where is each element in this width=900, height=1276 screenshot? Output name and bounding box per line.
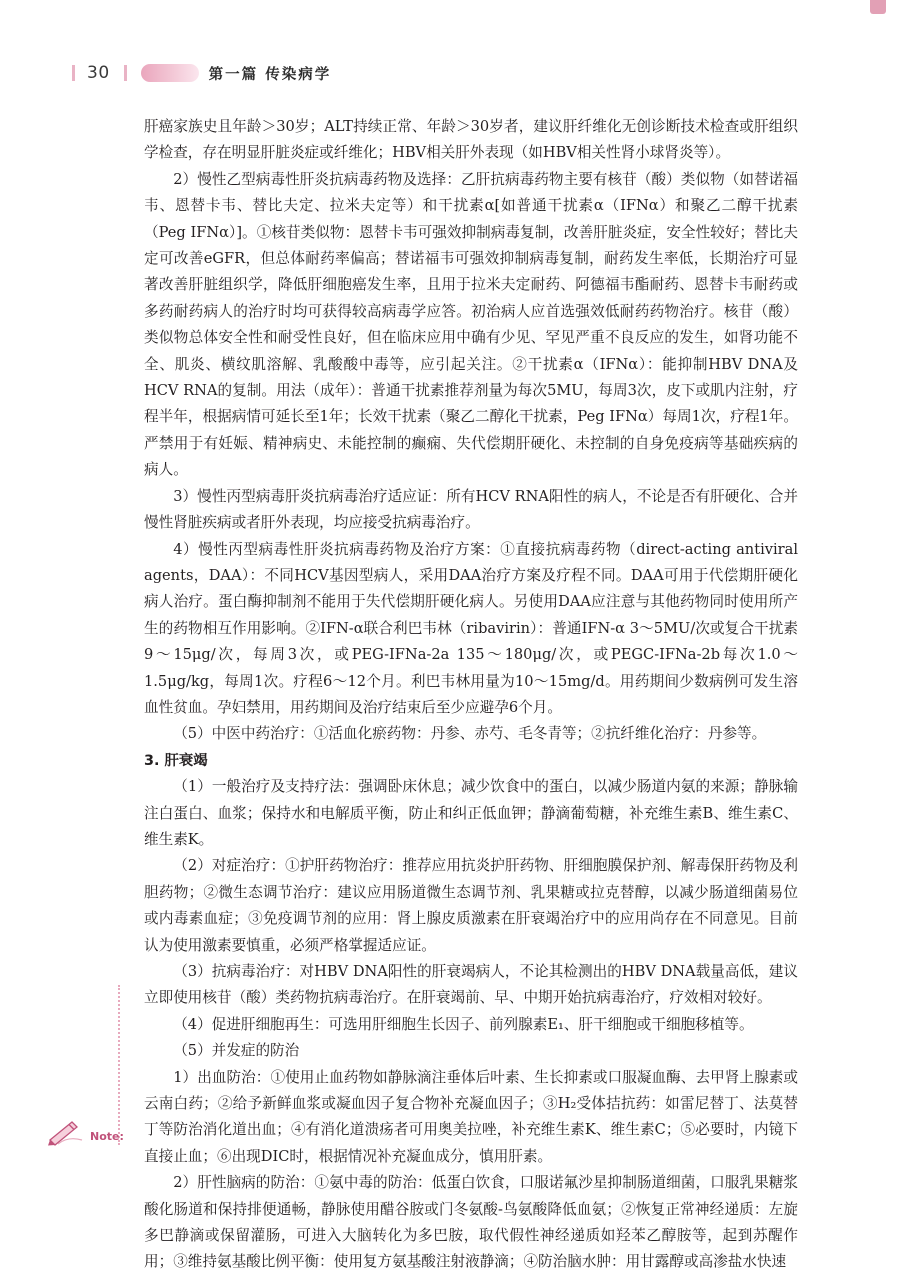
header-pill-decoration — [141, 64, 199, 82]
paragraph: （3）抗病毒治疗：对HBV DNA阳性的肝衰竭病人，不论其检测出的HBV DNA载量高低，建议立即使用核苷（酸）类药物抗病毒治疗。在肝衰竭前、早、中期开始抗病毒治疗，疗效相对较好。 — [144, 963, 798, 1007]
page-number: 30 — [87, 63, 110, 83]
margin-note — [46, 1118, 124, 1146]
paragraph: （4）促进肝细胞再生：可选用肝细胞生长因子、前列腺素E₁、肝干细胞或干细胞移植等。 — [173, 1015, 754, 1033]
paragraph: 2）肝性脑病的防治：①氨中毒的防治：低蛋白饮食，口服诺氟沙星抑制肠道细菌，口服乳果糖浆酸化肠道和保持排便通畅，静脉使用醋谷胺或门冬氨酸-鸟氨酸降低血氨；②恢复正常神经递质：左旋多巴静滴或保留灌肠，可进入大脑转化为多巴胺，取代假性神经递质如羟苯乙醇胺等，起到苏醒作用；③维持氨基酸比例平衡：使用复方氨基酸注射液静滴；④防治脑水肿：用甘露醇或高渗盐水快速 — [144, 1174, 798, 1271]
paragraph: 2）慢性乙型病毒性肝炎抗病毒药物及选择：乙肝抗病毒药物主要有核苷（酸）类似物（如替诺福韦、恩替卡韦、替比夫定、拉米夫定等）和干扰素α[如普通干扰素α（IFNα）和聚乙二醇干扰素（Peg IFNα）]。①核苷类似物：恩替卡韦可强效抑制病毒复制，改善肝脏炎症，安全性较好；替比夫定可改善eGFR，但总体耐药率偏高；替诺福韦可强效抑制病毒复制，耐药发生率低，长期治疗可显著改善肝脏组织学，降低肝细胞癌发生率，且用于拉米夫定耐药、阿德福韦酯耐药、恩替卡韦耐药或多药耐药病人的治疗时均可获得较高病毒学应答。初治病人应首选强效低耐药药物治疗。核苷（酸）类似物总体安全性和耐受性良好，但在临床应用中确有少见、罕见严重不良反应的发生，如肾功能不全、肌炎、横纹肌溶解、乳酸酸中毒等，应引起关注。②干扰素α（IFNα）：能抑制HBV DNA及HCV RNA的复制。用法（成年）：普通干扰素推荐剂量为每次5MU，每周3次，皮下或肌内注射，疗程半年，根据病情可延长至1年；长效干扰素（聚乙二醇化干扰素，Peg IFNα）每周1次，疗程1年。严禁用于有妊娠、精神病史、未能控制的癫痫、失代偿期肝硬化、未控制的自身免疫病等基础疾病的病人。 — [144, 170, 798, 479]
header-bar-left — [72, 65, 75, 81]
corner-tab-marker — [870, 0, 886, 14]
page-header — [72, 58, 331, 88]
paragraph: 3）慢性丙型病毒肝炎抗病毒治疗适应证：所有HCV RNA阳性的病人，不论是否有肝硬化、合并慢性肾脏疾病或者肝外表现，均应接受抗病毒治疗。 — [144, 487, 798, 532]
paragraph: 4）慢性丙型病毒性肝炎抗病毒药物及治疗方案：①直接抗病毒药物（direct-acting antiviral agents，DAA）：不同HCV基因型病人，采用DAA治疗方案及疗程不同。DAA可用于代偿期肝硬化病人治疗。蛋白酶抑制剂不能用于失代偿期肝硬化病人。另使用DAA应注意与其他药物同时使用所产生的药物相互作用影响。②IFN-α联合利巴韦林（ribavirin）：普通IFN-α 3～5MU/次或复合干扰素9～15μg/次，每周3次，或PEG-IFNa-2a 135～180μg/次，或PEGC-IFNa-2b每次1.0～1.5μg/kg，每周1次。疗程6～12个月。利巴韦林用量为10～15mg/d。用药期间少数病例可发生溶血性贫血。孕妇禁用，用药期间及治疗结束后至少应避孕6个月。 — [144, 540, 798, 716]
paragraph: 肝癌家族史且年龄＞30岁；ALT持续正常、年龄＞30岁者，建议肝纤维化无创诊断技术检查或肝组织学检查，存在明显肝脏炎症或纤维化；HBV相关肝外表现（如HBV相关性肾小球肾炎等）。 — [144, 118, 798, 162]
paragraph: （1）一般治疗及支持疗法：强调卧床休息；减少饮食中的蛋白，以减少肠道内氨的来源；静脉输注白蛋白、血浆；保持水和电解质平衡，防止和纠正低血钾；静滴葡萄糖，补充维生素B、维生素C、维生素K。 — [144, 778, 798, 848]
pencil-icon — [46, 1118, 86, 1146]
header-bar-right — [124, 65, 127, 81]
part-title: 第一篇 传染病学 — [208, 66, 332, 83]
paragraph: 1）出血防治：①使用止血药物如静脉滴注垂体后叶素、生长抑素或口服凝血酶、去甲肾上腺素或云南白药；②给予新鲜血浆或凝血因子复合物补充凝血因子；③H₂受体拮抗药：如雷尼替丁、法莫替丁等防治消化道出血；④有消化道溃疡者可用奥美拉唑，补充维生素K、维生素C；⑤必要时，内镜下直接止血；⑥出现DIC时，根据情况补充凝血成分，慎用肝素。 — [144, 1068, 798, 1165]
note-label: Note: — [90, 1130, 124, 1143]
paragraph: （5）中医中药治疗：①活血化瘀药物：丹参、赤芍、毛冬青等；②抗纤维化治疗：丹参等。 — [173, 725, 767, 743]
section-heading: 3. 肝衰竭 — [144, 752, 208, 769]
paragraph: （2）对症治疗：①护肝药物治疗：推荐应用抗炎护肝药物、肝细胞膜保护剂、解毒保肝药物及利胆药物；②微生态调节治疗：建议应用肠道微生态调节剂、乳果糖或拉克替醇，以减少肠道细菌易位或内毒素血症；③免疫调节剂的应用：肾上腺皮质激素在肝衰竭治疗中的应用尚存在不同意见。目前认为使用激素要慎重，必须严格掌握适应证。 — [144, 857, 798, 954]
body-text — [144, 114, 798, 1276]
paragraph: （5）并发症的防治 — [173, 1042, 300, 1060]
